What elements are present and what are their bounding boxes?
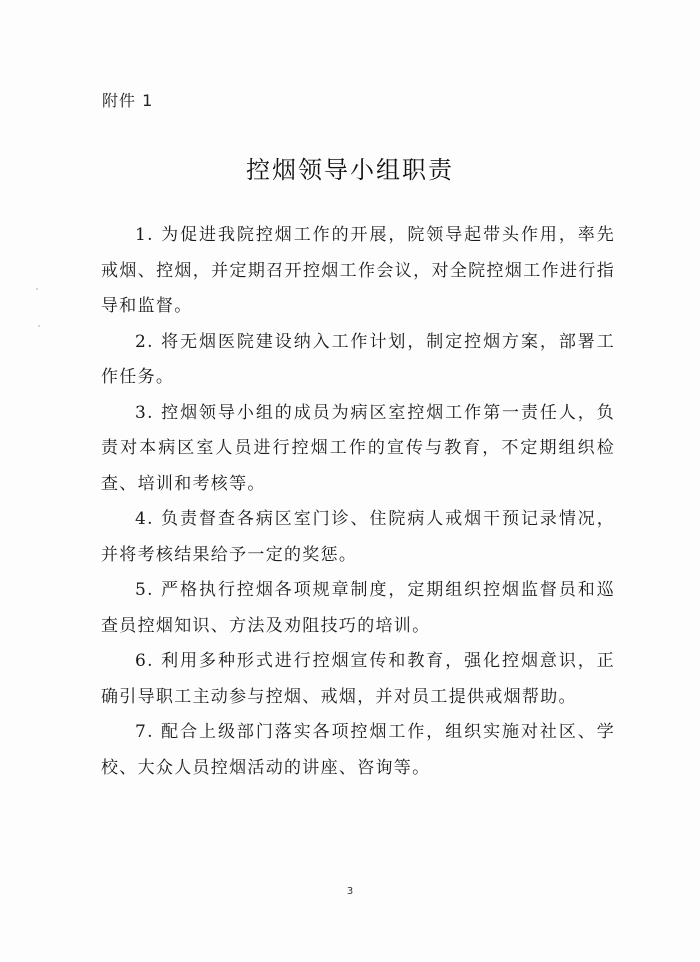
document-title: 控烟领导小组职责 [246,156,454,184]
scan-speck [36,288,38,290]
duty-paragraph-6: 6. 利用多种形式进行控烟宣传和教育，强化控烟意识，正确引导职工主动参与控烟、戒烟，并对员工提供戒烟帮助。 [101,651,615,707]
duty-paragraph-5: 5. 严格执行控烟各项规章制度，定期组织控烟监督员和巡查员控烟知识、方法及劝阻技巧的培训。 [101,580,615,636]
attachment-label: 附件 1 [102,91,154,110]
duty-paragraph-1: 1. 为促进我院控烟工作的开展，院领导起带头作用，率先戒烟、控烟，并定期召开控烟工作会议，对全院控烟工作进行指导和监督。 [101,225,615,316]
page-number: 3 [346,886,354,897]
duty-paragraph-7: 7. 配合上级部门落实各项控烟工作，组织实施对社区、学校、大众人员控烟活动的讲座、咨询等。 [101,722,615,778]
duty-paragraph-3: 3. 控烟领导小组的成员为病区室控烟工作第一责任人，负责对本病区室人员进行控烟工作的宣传与教育，不定期组织检查、培训和考核等。 [101,402,615,494]
duty-paragraph-4: 4. 负责督查各病区室门诊、住院病人戒烟干预记录情况，并将考核结果给予一定的奖惩。 [101,509,615,565]
scan-speck [38,325,40,327]
duty-paragraph-2: 2. 将无烟医院建设纳入工作计划，制定控烟方案，部署工作任务。 [101,331,615,387]
document-body [101,218,615,786]
